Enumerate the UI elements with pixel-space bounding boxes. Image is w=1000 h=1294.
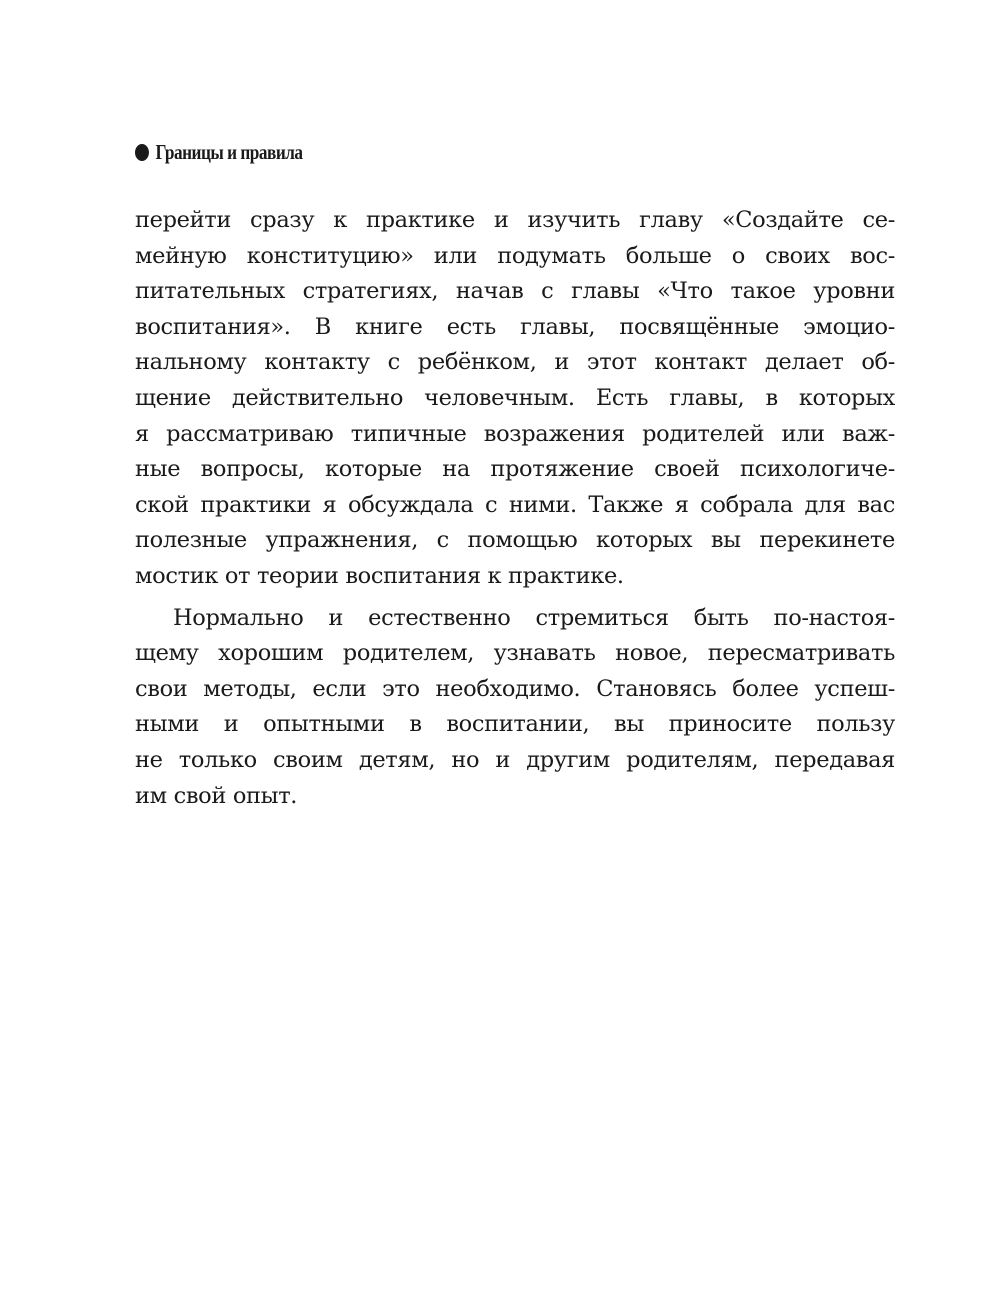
text-line: ными и опытными в воспитании, вы приносите пользу <box>135 711 895 738</box>
text-line: свои методы, если это необходимо. Становясь более успеш- <box>135 675 895 702</box>
text-line: щение действительно человечным. Есть главы, в которых <box>135 384 895 411</box>
text-line: не только своим детям, но и другим родителям, передавая <box>135 746 895 773</box>
text-line: ской практики я обсуждала с ними. Также я собрала для вас <box>135 491 895 518</box>
text-line: я рассматриваю типичные возражения родителей или важ- <box>135 420 895 447</box>
text-line: щему хорошим родителем, узнавать новое, пересматривать <box>135 640 895 667</box>
running-header-title: Границы и правила <box>155 139 303 164</box>
text-line: мостик от теории воспитания к практике. <box>135 562 624 589</box>
bullet-icon <box>135 144 149 161</box>
text-line: перейти сразу к практике и изучить главу «Создайте се- <box>135 207 895 233</box>
running-header <box>135 138 303 166</box>
text-line: Нормально и естественно стремиться быть по-настоя- <box>173 604 895 631</box>
text-line: полезные упражнения, с помощью которых вы перекинете <box>135 527 895 554</box>
paragraph <box>135 601 895 815</box>
text-line: мейную конституцию» или подумать больше о своих вос- <box>135 242 895 269</box>
text-line: им свой опыт. <box>135 782 298 809</box>
text-line: питательных стратегиях, начав с главы «Что такое уровни <box>135 278 895 305</box>
paragraph <box>135 203 895 595</box>
text-line: ные вопросы, которые на протяжение своей психологиче- <box>135 456 895 483</box>
body-text <box>135 203 895 814</box>
text-line: нальному контакту с ребёнком, и этот контакт делает об- <box>135 349 895 376</box>
text-line: воспитания». В книге есть главы, посвящённые эмоцио- <box>135 313 895 340</box>
